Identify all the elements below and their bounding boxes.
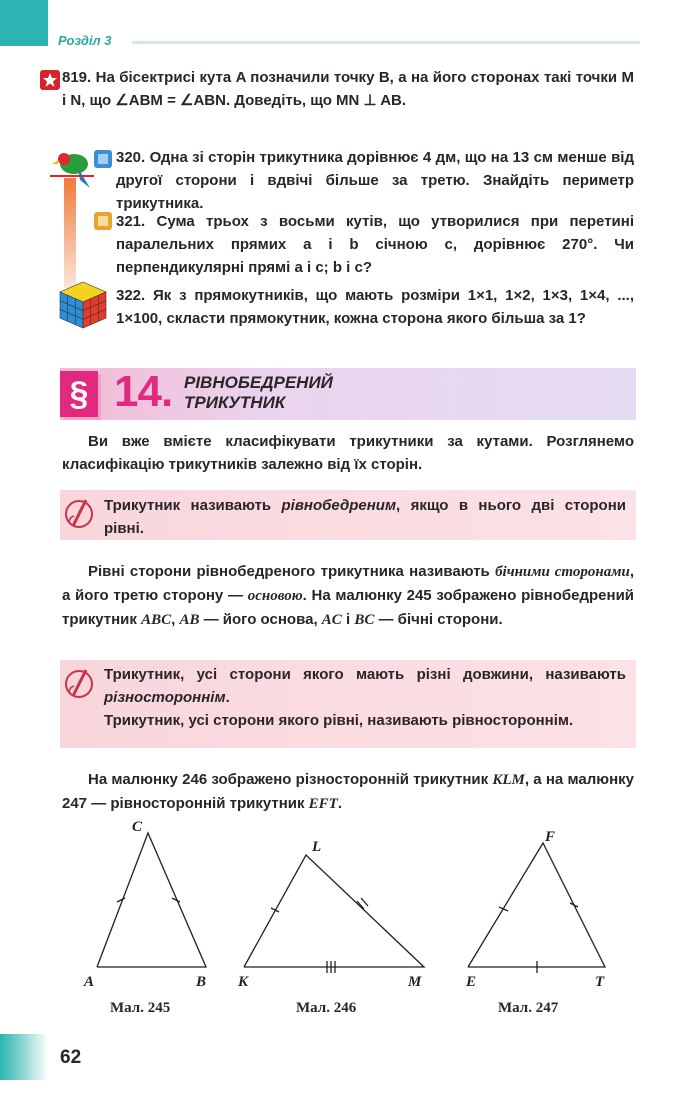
vertex-label: B xyxy=(196,974,207,990)
pencil-note-icon xyxy=(64,494,94,534)
term-scalene: різностороннім xyxy=(104,689,226,706)
vertex-label: K xyxy=(238,974,249,990)
vertex-label: L xyxy=(312,839,322,855)
figure-caption: Мал. 247 xyxy=(498,1000,559,1016)
definition-equilateral: Трикутник, усі сторони якого рівні, називають рівностороннім. xyxy=(104,712,574,729)
problem-text: Як з прямокутників, що мають розміри 1×1, 1×2, 1×3, 1×4, ..., 1×100, скласти прямокутник, кожна сторона якого більша за 1? xyxy=(116,287,635,327)
problem-322 xyxy=(116,284,634,330)
section-number: 14. xyxy=(114,367,173,416)
vertex-label: M xyxy=(408,974,422,990)
section-label: Розділ 3 xyxy=(58,33,112,48)
definition-scalene: Трикутник, усі сторони якого мають різні довжини, називають різностороннім. xyxy=(104,666,626,706)
star-difficulty-icon xyxy=(40,70,60,90)
term-isosceles: рівнобедреним xyxy=(281,497,397,514)
orange-puzzle-icon xyxy=(94,212,112,230)
vertex-label: E xyxy=(466,974,477,990)
figure-caption: Мал. 245 xyxy=(110,1000,171,1016)
problem-320 xyxy=(116,146,634,215)
definition-isosceles: Трикутник називають рівнобедреним, якщо в нього дві сторони рівні. xyxy=(104,497,626,537)
paragraph-isosceles-sides: Рівні сторони рівнобедреного трикутника називають бічними сторонами, а його третю сторону — основою. На малюнку 245 зображено рівнобедрений трикутник ABC, AB — його основа, AC і BC — бічні сторони. xyxy=(62,563,635,628)
problem-text: Сума трьох з восьми кутів, що утворилися при перетині паралельних прямих a і b січною c, дорівнює 270°. Чи перпендикулярні прямі a і c; b і c? xyxy=(116,213,634,276)
intro-paragraph: Ви вже вмієте класифікувати трикутники за кутами. Розглянемо класифікацію трикутників залежно від їх сторін. xyxy=(62,433,634,473)
section-title-line1: РІВНОБЕДРЕНИЙ xyxy=(184,373,333,392)
header-rule xyxy=(132,41,640,44)
parrot-icon xyxy=(50,148,94,288)
problem-text: На бісектрисі кута A позначили точку B, а на його сторонах такі точки M і N, що ∠ABM = ∠ABN. Доведіть, що MN ⊥ AB. xyxy=(62,69,634,109)
figure-caption: Мал. 246 xyxy=(296,1000,357,1016)
problem-819 xyxy=(62,66,634,112)
paragraph-figures: На малюнку 246 зображено різносторонній трикутник KLM, а на малюнку 247 — рівносторонній трикутник EFT. xyxy=(62,771,634,812)
rubiks-cube-icon xyxy=(58,280,108,330)
vertex-label: T xyxy=(595,974,605,990)
tick-mark xyxy=(117,898,125,902)
problem-number: 321. xyxy=(116,213,146,230)
vertex-label: F xyxy=(545,829,556,845)
vertex-label: C xyxy=(132,819,143,835)
section-title-line2: ТРИКУТНИК xyxy=(184,393,286,412)
triangle-klm xyxy=(244,855,424,967)
section-title xyxy=(184,373,333,413)
problem-text: Одна зі сторін трикутника дорівнює 4 дм, що на 13 см менше від другої сторони і вдвічі більше за третю. Знайдіть периметр трикутника. xyxy=(116,149,634,212)
pencil-note-icon xyxy=(64,664,94,704)
tick-mark xyxy=(361,898,368,906)
problem-number: 320. xyxy=(116,149,146,166)
problem-number: 322. xyxy=(116,287,146,304)
definition-scalene-equilateral xyxy=(104,663,626,732)
term-lateral-sides: бічними сторонами xyxy=(495,564,630,580)
problem-321 xyxy=(116,210,634,279)
page-number: 62 xyxy=(60,1047,82,1068)
term-base: основою xyxy=(247,588,303,604)
blue-puzzle-icon xyxy=(94,150,112,168)
triangle-abc xyxy=(97,833,206,967)
footer-color-tab xyxy=(0,1034,48,1080)
section-sign-icon: § xyxy=(60,371,98,417)
triangle-figures xyxy=(60,815,650,995)
vertex-label: A xyxy=(84,974,95,990)
problem-number: 819. xyxy=(62,69,92,86)
triangle-eft xyxy=(468,843,605,967)
header-color-tab xyxy=(0,0,48,46)
